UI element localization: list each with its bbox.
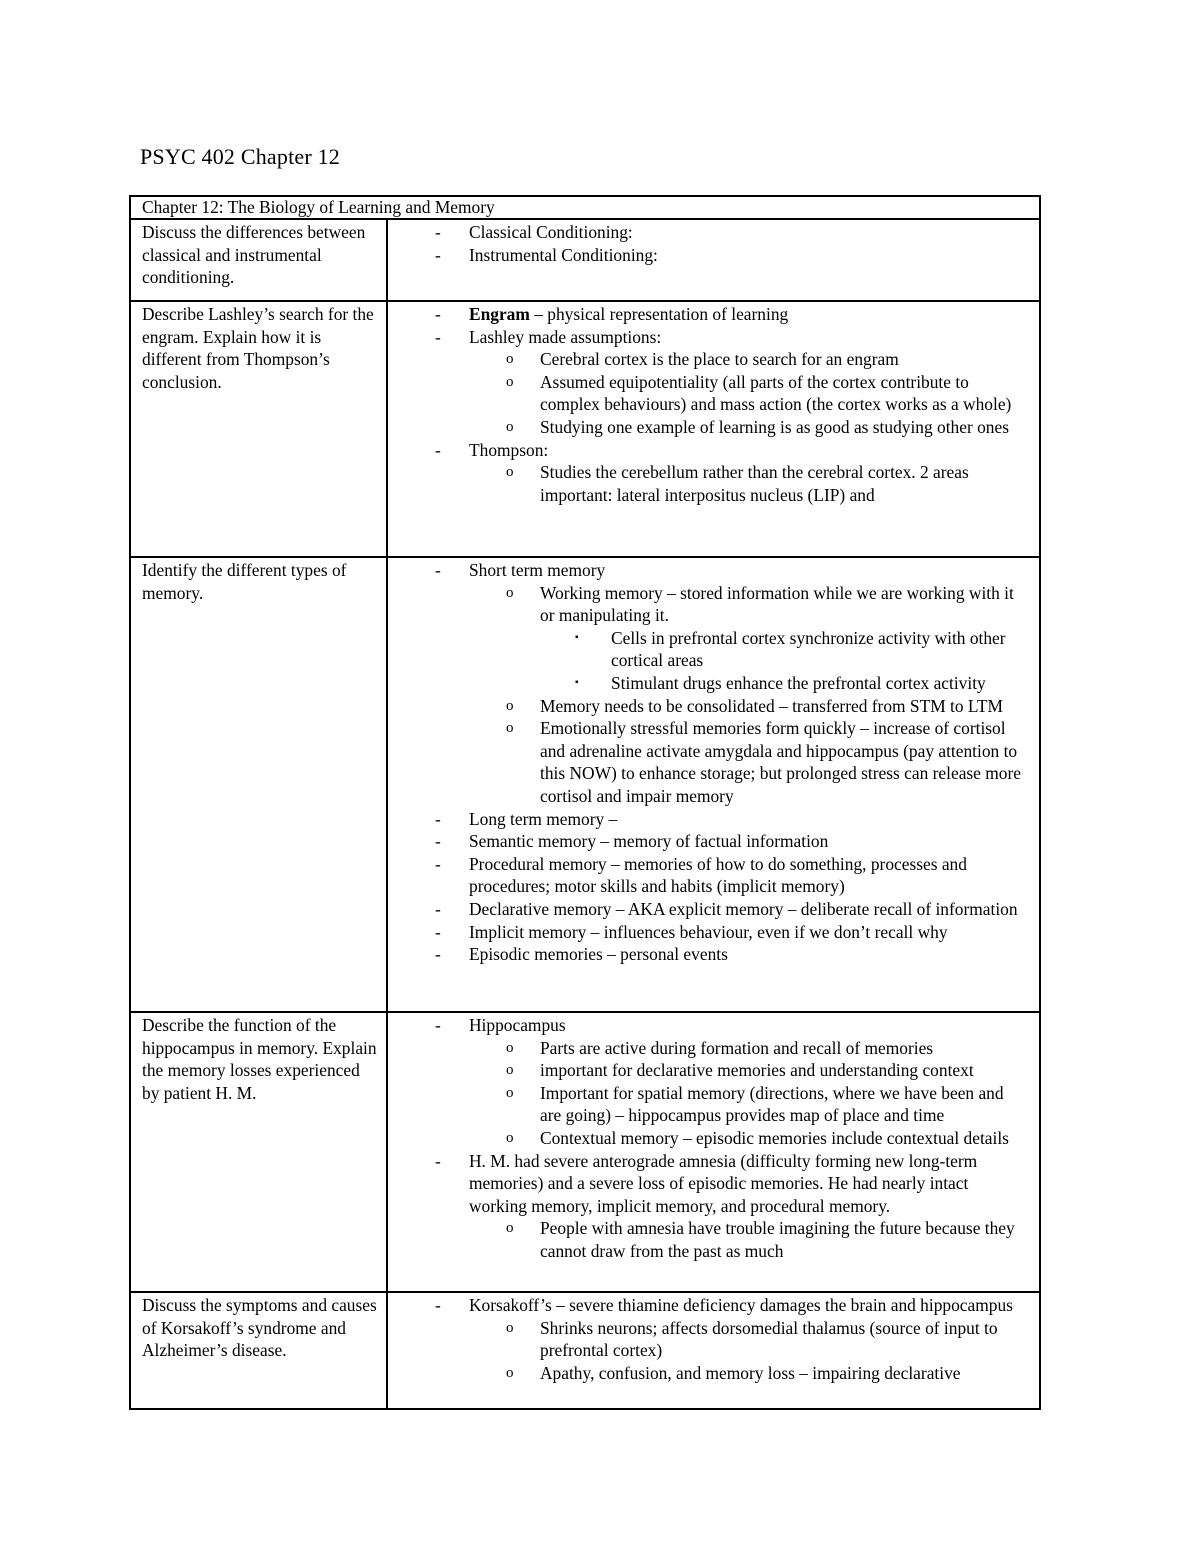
- dash-marker: -: [435, 1295, 441, 1315]
- answer-cell: [387, 557, 1040, 1012]
- sub-item: o Memory needs to be consolidated – transferred from STM to LTM: [506, 695, 1004, 716]
- question-cell: Describe the function of the hippocampus in memory. Explain the memory losses experienced by patient H. M.: [130, 1012, 387, 1292]
- circle-marker: o: [506, 584, 514, 601]
- table-row: [130, 1012, 1040, 1292]
- page-title: PSYC 402 Chapter 12: [140, 144, 340, 169]
- table-row: [130, 219, 1040, 301]
- sub-item: o Working memory – stored information while we are working with it or manipulating it. ▪ Cells in prefrontal cortex synchronize activity with other cortical areas ▪ Stimulant drugs enhance the prefrontal cortex activity: [388, 582, 1029, 695]
- circle-marker: o: [506, 697, 514, 714]
- table-header: Chapter 12: The Biology of Learning and Memory: [130, 196, 1040, 219]
- list-item: - Long term memory –: [435, 808, 618, 829]
- sub-sub-item: ▪ Cells in prefrontal cortex synchronize activity with other cortical areas: [575, 627, 1006, 671]
- circle-marker: o: [506, 1220, 514, 1237]
- circle-marker: o: [506, 351, 514, 368]
- list-item: - Procedural memory – memories of how to do something, processes and procedures; motor skills and habits (implicit memory): [435, 853, 967, 897]
- table-row: [130, 1292, 1040, 1409]
- question-cell: Discuss the symptoms and causes of Korsakoff’s syndrome and Alzheimer’s disease.: [130, 1292, 387, 1409]
- dash-marker: -: [435, 898, 441, 919]
- circle-marker: o: [506, 373, 514, 390]
- dash-marker: -: [435, 808, 441, 829]
- circle-marker: o: [506, 1129, 514, 1146]
- dash-marker: -: [435, 1015, 441, 1035]
- dash-marker: -: [435, 244, 441, 265]
- list-item: - H. M. had severe anterograde amnesia (difficulty forming new long-term memories) and a severe loss of episodic memories. He had nearly intact working memory, implicit memory, and procedural memory. o People with amnesia have trouble imagining the future because they cannot draw from the past as much: [388, 1150, 1029, 1263]
- list-item: - Hippocampus o Parts are active during formation and recall of memories o important for declarative memories and understanding context o Important for spatial memory (directions, where we have been and are going) – hippocampus provides map of place and time o Contextual memory – episodic memories include contextual details: [388, 1014, 1029, 1150]
- sub-sub-item: ▪ Stimulant drugs enhance the prefrontal cortex activity: [575, 672, 986, 693]
- sub-item: o Contextual memory – episodic memories include contextual details: [506, 1127, 1009, 1148]
- dash-marker: -: [435, 921, 441, 942]
- notes-table: [129, 195, 1041, 1410]
- sub-item: o Cerebral cortex is the place to search for an engram: [506, 349, 899, 370]
- circle-marker: o: [506, 720, 514, 737]
- dash-marker: -: [435, 853, 441, 874]
- dash-marker: -: [435, 831, 441, 852]
- dash-marker: -: [435, 304, 441, 324]
- square-marker: ▪: [575, 676, 579, 688]
- sub-item: o Assumed equipotentiality (all parts of the cortex contribute to complex behaviours) and mass action (the cortex works as a whole): [506, 371, 1012, 415]
- list-item: - Lashley made assumptions: o Cerebral cortex is the place to search for an engram o Assumed equipotentiality (all parts of the cortex contribute to complex behaviours) and mass action (the cortex works as a whole) o Studying one example of learning is as good as studying other ones: [388, 326, 1029, 439]
- list-item: - Short term memory o Working memory – stored information while we are working with it or manipulating it. ▪ Cells in prefrontal cortex synchronize activity with other cortical areas ▪ Stimulant drugs enhance the prefrontal cortex activity o Memory needs to be consolidated – transferred from STM to LTM o Emotionally stressful memories form quickly – increase of cortisol and adrenaline activate amygdala and hippocampus (pay attention to this NOW) to enhance storage; but prolonged stress can release more cortisol and impair memory: [388, 559, 1029, 808]
- answer-cell: [387, 1292, 1040, 1409]
- square-marker: ▪: [575, 631, 579, 643]
- list-item: - Thompson: o Studies the cerebellum rather than the cerebral cortex. 2 areas important: lateral interpositus nucleus (LIP) and: [388, 439, 1029, 507]
- dash-marker: -: [435, 326, 441, 347]
- dash-marker: -: [435, 439, 441, 460]
- dash-marker: -: [435, 1150, 441, 1171]
- list-item: - Korsakoff’s – severe thiamine deficiency damages the brain and hippocampus o Shrinks neurons; affects dorsomedial thalamus (source of input to prefrontal cortex) o Apathy, confusion, and memory loss – impairing declarative: [388, 1294, 1029, 1384]
- dash-marker: -: [435, 560, 441, 580]
- circle-marker: o: [506, 1084, 514, 1101]
- list-item: - Semantic memory – memory of factual information: [435, 831, 829, 852]
- dash-marker: -: [435, 222, 441, 242]
- circle-marker: o: [506, 1364, 514, 1381]
- circle-marker: o: [506, 1039, 514, 1056]
- table-row: [130, 557, 1040, 1012]
- list-item: - Engram – physical representation of learning: [435, 304, 789, 324]
- circle-marker: o: [506, 464, 514, 481]
- answer-cell: [387, 219, 1040, 301]
- circle-marker: o: [506, 1319, 514, 1336]
- sub-item: o Shrinks neurons; affects dorsomedial thalamus (source of input to prefrontal cortex): [506, 1317, 998, 1361]
- dash-marker: -: [435, 944, 441, 965]
- table-header-row: [130, 196, 1040, 219]
- sub-item: o Studies the cerebellum rather than the cerebral cortex. 2 areas important: lateral interpositus nucleus (LIP) and: [506, 462, 969, 505]
- list-item: - Declarative memory – AKA explicit memory – deliberate recall of information: [435, 898, 1018, 919]
- list-item: - Episodic memories – personal events: [435, 944, 728, 965]
- engram-term: Engram: [469, 304, 530, 324]
- sub-item: o Apathy, confusion, and memory loss – impairing declarative: [506, 1362, 961, 1383]
- answer-cell: [387, 301, 1040, 557]
- question-cell: Describe Lashley’s search for the engram. Explain how it is different from Thompson’s conclusion.: [130, 301, 387, 557]
- circle-marker: o: [506, 1062, 514, 1079]
- sub-item: o Parts are active during formation and recall of memories: [506, 1037, 934, 1058]
- question-cell: Discuss the differences between classical and instrumental conditioning.: [130, 219, 387, 301]
- list-item: - Instrumental Conditioning:: [435, 244, 658, 265]
- sub-item: o People with amnesia have trouble imagining the future because they cannot draw from the past as much: [506, 1218, 1015, 1261]
- list-item: - Classical Conditioning:: [435, 222, 633, 242]
- circle-marker: o: [506, 418, 514, 435]
- sub-item: o important for declarative memories and understanding context: [506, 1060, 974, 1081]
- table-row: [130, 301, 1040, 557]
- sub-item: o Important for spatial memory (directions, where we have been and are going) – hippocampus provides map of place and time: [506, 1082, 1004, 1126]
- sub-item: o Studying one example of learning is as good as studying other ones: [506, 416, 1009, 437]
- sub-item: o Emotionally stressful memories form quickly – increase of cortisol and adrenaline activate amygdala and hippocampus (pay attention to this NOW) to enhance storage; but prolonged stress can release more cortisol and impair memory: [506, 718, 1021, 806]
- answer-cell: [387, 1012, 1040, 1292]
- question-cell: Identify the different types of memory.: [130, 557, 387, 1012]
- list-item: - Implicit memory – influences behaviour, even if we don’t recall why: [435, 921, 948, 942]
